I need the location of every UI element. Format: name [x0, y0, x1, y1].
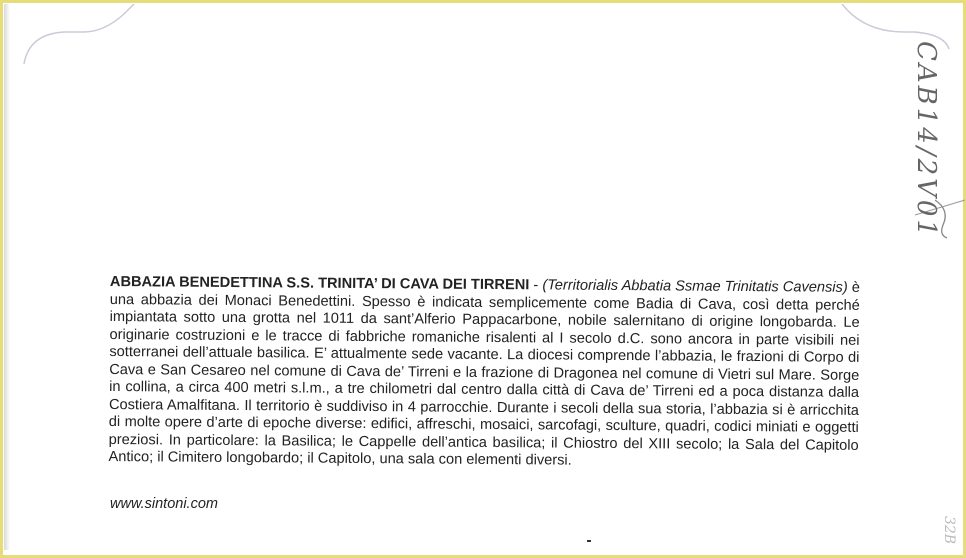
latin-name: (Territorialis Abbatia Ssmae Trinitatis Cavensis)	[542, 277, 848, 296]
handwritten-code: CAB14/2V01	[911, 40, 941, 240]
scan-shadow-edge	[4, 4, 10, 550]
abbey-description	[108, 274, 859, 472]
small-dash-mark	[587, 540, 591, 542]
envelope-flap-outline	[4, 4, 962, 84]
description-body: è una abbazia dei Monaci Benedettini. Spesso è indicata semplicemente come Badia di Cava, così detta perché impiantata sotto una grotta nel 1011 da sant’Alferio Pappacarbone, nobile salernitano di origine longobarda. Le originarie costruzioni e le tracce di fabbriche romaniche risalenti al I secolo d.C. sono ancora in parte visibili nei sotterranei dell’attuale basilica. E’ attualmente sede vacante. La diocesi comprende l’abbazia, le frazioni di Corpo di Cava e San Cesareo nel comune di Cava de’ Tirreni e la frazione di Dragonea nel comune di Vietri sul Mare. Sorge in collina, a circa 400 metri s.l.m., a tre chilometri dal centro dalla città di Cava de’ Tirreni ed a poca distanza dalla Costiera Amalfitana. Il territorio è suddiviso in 4 parrocchie. Durante i secoli della sua storia, l’abbazia si è arricchita di molte opere d’arte di epoche diverse: edifici, affreschi, mosaici, sarcofagi, sculture, quadri, codici miniati e oggetti preziosi. In particolare: la Basilica; le Cappelle dell’antica basilica; il Chiostro del XIII secolo; la Sala del Capitolo Antico; il Cimitero longobardo; il Capitolo, una sala con elementi diversi.	[108, 279, 860, 469]
title-separator: -	[529, 277, 543, 294]
website-link[interactable]: www.sintoni.com	[110, 496, 218, 512]
description-title: ABBAZIA BENEDETTINA S.S. TRINITA’ DI CAVA DEI TIRRENI	[109, 274, 530, 294]
corner-pencil-mark: 32B	[941, 515, 958, 545]
